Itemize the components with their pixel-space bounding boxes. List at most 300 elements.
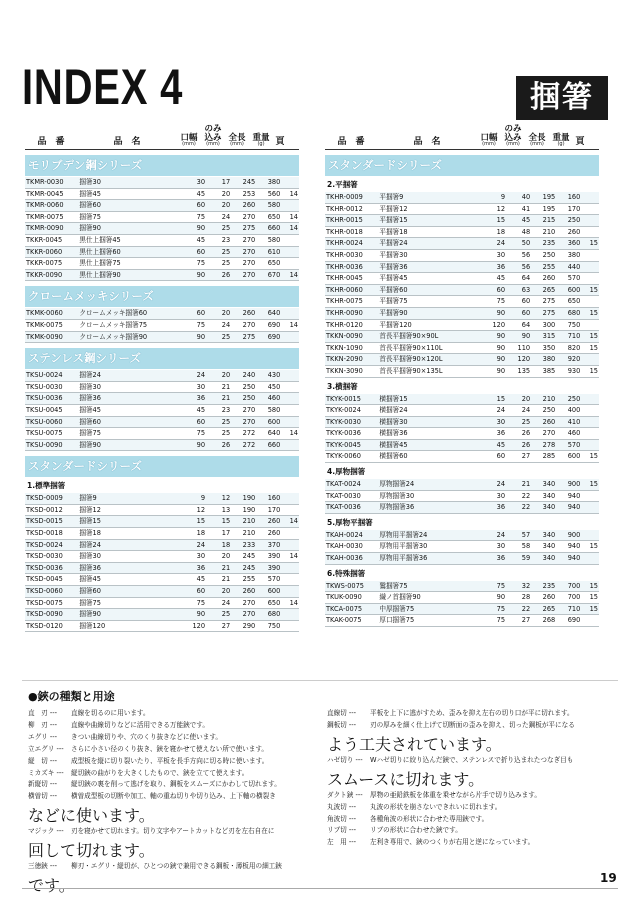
use-item	[327, 825, 617, 837]
table-row	[25, 586, 299, 598]
cell-page: 14	[284, 269, 299, 281]
cell-depth: 21	[509, 479, 534, 490]
table-row	[325, 603, 599, 615]
cell-weight: 710	[559, 331, 584, 343]
cell-name: 掴箸75	[79, 597, 184, 609]
cell-width: 15	[484, 394, 509, 405]
cell-depth: 20	[209, 308, 234, 319]
uses-right	[327, 708, 617, 849]
use-desc: 縦切鋏の曲がりを大きくしたもので、鋏を立てて使えます。	[71, 768, 249, 777]
use-desc: きつい曲線切りや、穴のくり抜きなどに使います。	[71, 732, 222, 741]
cell-length: 270	[234, 269, 259, 281]
product-table	[25, 177, 299, 281]
cell-code: TKSD-0045	[25, 574, 79, 586]
cell-length: 340	[534, 490, 559, 502]
table-header	[325, 124, 599, 150]
cell-width: 60	[484, 451, 509, 463]
cell-name: 掴箸24	[79, 370, 184, 381]
cell-length: 275	[534, 296, 559, 308]
cell-length: 233	[234, 539, 259, 551]
table-row	[325, 319, 599, 331]
header-g-label: 重量	[252, 132, 270, 143]
use-item	[28, 744, 308, 756]
cell-code: TKHR-0024	[325, 238, 379, 250]
use-item	[327, 814, 617, 826]
cell-weight: 940	[559, 502, 584, 514]
cell-page	[584, 490, 599, 502]
use-item	[327, 720, 617, 732]
table-row	[325, 238, 599, 250]
cell-length: 245	[234, 177, 259, 188]
cell-name: 掴箸15	[79, 516, 184, 528]
cell-weight: 170	[259, 504, 284, 516]
cell-weight: 940	[559, 541, 584, 553]
cell-page	[584, 394, 599, 405]
cell-name: 平掴箸15	[379, 215, 484, 227]
cell-width: 75	[484, 615, 509, 627]
cell-code: TKKR-0045	[25, 234, 79, 246]
table-row	[25, 493, 299, 504]
page-title: INDEX 4	[22, 59, 184, 115]
cell-page: 15	[584, 603, 599, 615]
footer-line	[22, 888, 618, 889]
cell-width: 24	[484, 238, 509, 250]
cell-name: 横掴箸24	[379, 405, 484, 417]
cell-page	[284, 331, 299, 343]
cell-name: 繊ノ首掴箸90	[379, 592, 484, 604]
cell-name: 掴箸45	[79, 574, 184, 586]
cell-page	[284, 381, 299, 393]
cell-code: TKHR-0060	[325, 284, 379, 296]
cell-depth: 26	[209, 269, 234, 281]
table-row	[25, 428, 299, 440]
cell-length: 270	[234, 234, 259, 246]
cell-length: 245	[234, 551, 259, 563]
cell-page	[284, 528, 299, 540]
cell-width: 30	[484, 541, 509, 553]
cell-weight: 660	[259, 439, 284, 451]
cell-depth: 20	[209, 188, 234, 200]
cell-weight: 670	[259, 269, 284, 281]
cell-width: 45	[184, 574, 209, 586]
cell-code: TKAH-0030	[325, 541, 379, 553]
cell-weight: 370	[259, 539, 284, 551]
cell-width: 120	[184, 620, 209, 632]
cell-page	[284, 562, 299, 574]
cell-name: 横掴箸60	[379, 451, 484, 463]
header-l-unit: (mm)	[530, 141, 544, 147]
use-desc: 直線を切るのに用います。	[71, 709, 150, 717]
cell-code: TKHR-0015	[325, 215, 379, 227]
cell-width: 90	[484, 592, 509, 604]
cell-width: 60	[184, 246, 209, 258]
cell-depth: 25	[209, 258, 234, 270]
use-item	[28, 708, 308, 720]
cell-code: TKKR-0090	[25, 269, 79, 281]
cell-length: 272	[234, 439, 259, 451]
cell-depth: 64	[509, 273, 534, 285]
cell-width: 30	[484, 416, 509, 428]
table-row	[325, 226, 599, 238]
table-row	[325, 581, 599, 592]
use-item	[28, 779, 308, 791]
cell-depth: 26	[209, 439, 234, 451]
use-item	[28, 720, 308, 732]
use-term: 鋼板切 ---	[327, 720, 357, 729]
cell-weight: 390	[259, 562, 284, 574]
cell-page	[284, 234, 299, 246]
cell-page	[584, 226, 599, 238]
cell-code: TKSU-0060	[25, 416, 79, 428]
cell-page	[284, 200, 299, 212]
table-row	[25, 609, 299, 621]
table-row	[25, 597, 299, 609]
cell-name: 平掴箸75	[379, 296, 484, 308]
table-row	[25, 269, 299, 281]
cell-page: 14	[284, 223, 299, 235]
use-term: 左 用 ---	[327, 838, 357, 847]
cell-depth: 26	[509, 428, 534, 440]
cell-page: 14	[284, 597, 299, 609]
cell-name: 横掴箸30	[379, 416, 484, 428]
table-row	[25, 319, 299, 331]
cell-depth: 23	[209, 234, 234, 246]
header-d-label: のみ込み	[504, 124, 522, 143]
cell-weight: 360	[559, 238, 584, 250]
cell-page	[584, 530, 599, 541]
cell-length: 250	[234, 393, 259, 405]
cell-name: 掴箸75	[79, 428, 184, 440]
cell-code: TKSD-0015	[25, 516, 79, 528]
cell-depth: 20	[209, 586, 234, 598]
cell-width: 24	[484, 405, 509, 417]
table-row	[325, 428, 599, 440]
use-desc-cont: などに使います。	[28, 806, 155, 826]
cell-name: 首長平掴箸90×135L	[379, 365, 484, 377]
table-row	[325, 273, 599, 285]
cell-length: 253	[234, 188, 259, 200]
cell-page	[284, 539, 299, 551]
cell-page	[584, 261, 599, 273]
cell-depth: 20	[209, 370, 234, 381]
cell-name: 平掴箸9	[379, 192, 484, 203]
cell-name: 掴箸90	[79, 223, 184, 235]
cell-code: TKAT-0036	[325, 502, 379, 514]
table-row	[25, 551, 299, 563]
table-row	[325, 615, 599, 627]
cell-code: TKSU-0045	[25, 404, 79, 416]
table-row	[25, 370, 299, 381]
cell-length: 270	[234, 246, 259, 258]
cell-code: TKSU-0036	[25, 393, 79, 405]
cell-page	[584, 296, 599, 308]
header-code: 品 番	[337, 137, 365, 147]
cell-code: TKMR-0030	[25, 177, 79, 188]
cell-name: 平掴箸45	[379, 273, 484, 285]
cell-page	[584, 615, 599, 627]
cell-code: TKMK-0075	[25, 319, 79, 331]
product-table	[325, 479, 599, 514]
use-item	[327, 802, 617, 814]
cell-page	[284, 404, 299, 416]
use-desc: 左利き専用で、鋏のつくりが右用と逆になっています。	[370, 838, 535, 847]
cell-depth: 25	[209, 428, 234, 440]
header-d-label: のみ込み	[204, 124, 222, 143]
uses-title: ●鋏の種類と用途	[28, 690, 115, 703]
cell-name: 掴箸45	[79, 404, 184, 416]
cell-width: 90	[484, 342, 509, 354]
left-column	[25, 124, 299, 632]
cell-width: 90	[184, 223, 209, 235]
cell-name: 掴箸36	[79, 562, 184, 574]
use-item	[327, 837, 617, 849]
cell-width: 45	[184, 234, 209, 246]
table-row	[25, 528, 299, 540]
cell-depth: 64	[509, 319, 534, 331]
cell-code: TKSD-0018	[25, 528, 79, 540]
cell-depth: 59	[509, 553, 534, 565]
cell-length: 210	[234, 528, 259, 540]
cell-length: 195	[534, 192, 559, 203]
cell-length: 215	[534, 215, 559, 227]
cell-depth: 24	[209, 319, 234, 331]
cell-width: 9	[184, 493, 209, 504]
cell-width: 18	[184, 528, 209, 540]
cell-width: 12	[484, 203, 509, 215]
use-desc: 刃を寝かせて切れます。切り文字やアートカットなど刃を左右自在に	[71, 827, 275, 836]
uses-left	[28, 708, 308, 896]
cell-name: 掴箸75	[79, 211, 184, 223]
cell-code: TKHR-0012	[325, 203, 379, 215]
cell-width: 36	[484, 428, 509, 440]
cell-depth: 25	[509, 416, 534, 428]
cell-depth: 56	[509, 261, 534, 273]
cell-page	[284, 258, 299, 270]
cell-length: 278	[534, 439, 559, 451]
cell-depth: 25	[209, 223, 234, 235]
cell-weight: 250	[559, 394, 584, 405]
cell-name: 中厚掴箸75	[379, 603, 484, 615]
cell-name: 掴箸9	[79, 493, 184, 504]
cell-weight: 390	[259, 551, 284, 563]
cell-weight: 650	[559, 296, 584, 308]
table-row	[325, 342, 599, 354]
cell-page	[584, 416, 599, 428]
table-row	[25, 200, 299, 212]
cell-name: 平掴箸36	[379, 261, 484, 273]
use-term: ハゼ切り ---	[327, 755, 363, 764]
cell-code: TKMR-0075	[25, 211, 79, 223]
cell-width: 75	[184, 319, 209, 331]
header-page: 頁	[575, 137, 585, 147]
cell-code: TKKN-1090	[325, 342, 379, 354]
table-row	[325, 530, 599, 541]
use-desc: 成型板を縦に切り裂いたり、平板を長手方向に切る時に使います。	[71, 756, 269, 765]
cell-weight: 580	[259, 234, 284, 246]
cell-weight: 900	[559, 530, 584, 541]
page-number: 19	[600, 871, 617, 885]
cell-page: 15	[584, 342, 599, 354]
table-row	[325, 541, 599, 553]
table-row	[325, 249, 599, 261]
use-item	[327, 708, 617, 720]
cell-width: 90	[484, 354, 509, 366]
cell-code: TKHR-0090	[325, 307, 379, 319]
cell-code: TKAH-0024	[325, 530, 379, 541]
use-term: リブ切 ---	[327, 826, 357, 835]
cell-name: 横掴箸45	[379, 439, 484, 451]
cell-name: 掴箸90	[79, 609, 184, 621]
table-row	[325, 192, 599, 203]
use-term: 角波切 ---	[327, 814, 357, 823]
cell-name: クロームメッキ掴箸75	[79, 319, 184, 331]
table-row	[25, 188, 299, 200]
cell-depth: 12	[209, 493, 234, 504]
cell-depth: 18	[209, 539, 234, 551]
cell-width: 36	[184, 393, 209, 405]
cell-depth: 24	[209, 211, 234, 223]
cell-name: 黒仕上掴箸75	[79, 258, 184, 270]
cell-width: 90	[184, 439, 209, 451]
use-item	[327, 755, 617, 767]
cell-length: 300	[534, 319, 559, 331]
use-term: 直線切 ---	[327, 709, 357, 717]
cell-weight: 750	[259, 620, 284, 632]
cell-page	[284, 439, 299, 451]
cell-weight: 250	[559, 215, 584, 227]
cell-length: 245	[234, 562, 259, 574]
table-row	[325, 331, 599, 343]
cell-name: 厚物掴箸30	[379, 490, 484, 502]
cell-depth: 32	[509, 581, 534, 592]
cell-weight: 380	[259, 177, 284, 188]
use-item	[28, 861, 308, 873]
table-header	[25, 124, 299, 150]
series-title: クロームメッキシリーズ	[25, 286, 299, 307]
cell-depth: 22	[509, 502, 534, 514]
cell-page	[284, 620, 299, 632]
cell-length: 265	[534, 603, 559, 615]
table-row	[25, 539, 299, 551]
cell-length: 195	[534, 203, 559, 215]
cell-name: 掴箸30	[79, 381, 184, 393]
cell-name: 平掴箸120	[379, 319, 484, 331]
cell-length: 270	[234, 416, 259, 428]
cell-weight: 650	[259, 597, 284, 609]
header-l-unit: (mm)	[230, 141, 244, 147]
cell-depth: 27	[209, 620, 234, 632]
cell-width: 75	[184, 258, 209, 270]
cell-code: TKMK-0060	[25, 308, 79, 319]
cell-code: TKMR-0060	[25, 200, 79, 212]
cell-length: 380	[534, 354, 559, 366]
cell-depth: 21	[209, 381, 234, 393]
cell-length: 270	[234, 258, 259, 270]
cell-weight: 380	[559, 249, 584, 261]
use-desc: 横曽成型板の切断や加工、軸の重ね切りや切り込み、上下軸の横裂き	[71, 792, 276, 801]
use-item	[327, 790, 617, 802]
cell-depth: 25	[209, 416, 234, 428]
header-code: 品 番	[37, 137, 65, 147]
cell-code: TKSU-0030	[25, 381, 79, 393]
use-term: ミカズキ ---	[28, 768, 64, 777]
table-row	[325, 284, 599, 296]
cell-width: 90	[184, 331, 209, 343]
group-title: 3.横掴箸	[327, 381, 358, 391]
header-l-label: 全長	[528, 132, 546, 143]
cell-page: 15	[584, 581, 599, 592]
cell-length: 270	[534, 428, 559, 440]
cell-name: 掴箸24	[79, 539, 184, 551]
cell-width: 30	[184, 381, 209, 393]
use-desc-cont: よう工夫されています。	[327, 734, 502, 754]
table-row	[325, 203, 599, 215]
cell-code: TKSD-0120	[25, 620, 79, 632]
cell-depth: 21	[209, 574, 234, 586]
cell-depth: 60	[509, 296, 534, 308]
header-d	[201, 125, 225, 147]
group-title: 4.厚物掴箸	[327, 467, 366, 477]
cell-page: 14	[284, 211, 299, 223]
cell-length: 270	[234, 609, 259, 621]
cell-code: TKHR-0009	[325, 192, 379, 203]
cell-weight: 570	[559, 273, 584, 285]
header-w	[477, 134, 501, 148]
product-table	[325, 530, 599, 565]
cell-name: 平掴箸18	[379, 226, 484, 238]
cell-name: 厚物用平掴箸30	[379, 541, 484, 553]
table-row	[325, 479, 599, 490]
cell-weight: 640	[259, 308, 284, 319]
product-table	[325, 394, 599, 464]
cell-weight: 600	[559, 451, 584, 463]
table-row	[25, 234, 299, 246]
cell-code: TKSD-0024	[25, 539, 79, 551]
cell-depth: 13	[209, 504, 234, 516]
cell-page	[284, 574, 299, 586]
cell-weight: 900	[559, 479, 584, 490]
cell-length: 240	[234, 370, 259, 381]
cell-length: 315	[534, 331, 559, 343]
use-desc-cont: 回して切れます。	[28, 841, 155, 861]
cell-length: 250	[534, 405, 559, 417]
cell-length: 270	[234, 597, 259, 609]
table-row	[25, 246, 299, 258]
group-title: 2.平掴箸	[327, 180, 358, 189]
cell-code: TKHR-0018	[325, 226, 379, 238]
cell-length: 268	[534, 615, 559, 627]
cell-weight: 710	[559, 603, 584, 615]
cell-depth: 24	[209, 597, 234, 609]
cell-width: 45	[184, 188, 209, 200]
cell-depth: 60	[509, 307, 534, 319]
cell-length: 272	[234, 428, 259, 440]
cell-code: TKYK-0015	[325, 394, 379, 405]
header-g	[549, 134, 573, 148]
table-row	[25, 562, 299, 574]
cell-name: 横掴箸15	[379, 394, 484, 405]
cell-name: 鷲掴箸75	[379, 581, 484, 592]
cell-weight: 430	[259, 370, 284, 381]
cell-name: 黒仕上掴箸60	[79, 246, 184, 258]
cell-length: 270	[234, 211, 259, 223]
cell-name: 厚物用平掴箸36	[379, 553, 484, 565]
header-name: 品 名	[113, 137, 141, 147]
cell-width: 30	[484, 490, 509, 502]
use-desc: 縦切鋏の裏を削って逃げを取り、鋼板をスムーズにかわして切れます。	[71, 780, 281, 789]
header-l	[525, 134, 549, 148]
header-name: 品 名	[413, 137, 441, 147]
